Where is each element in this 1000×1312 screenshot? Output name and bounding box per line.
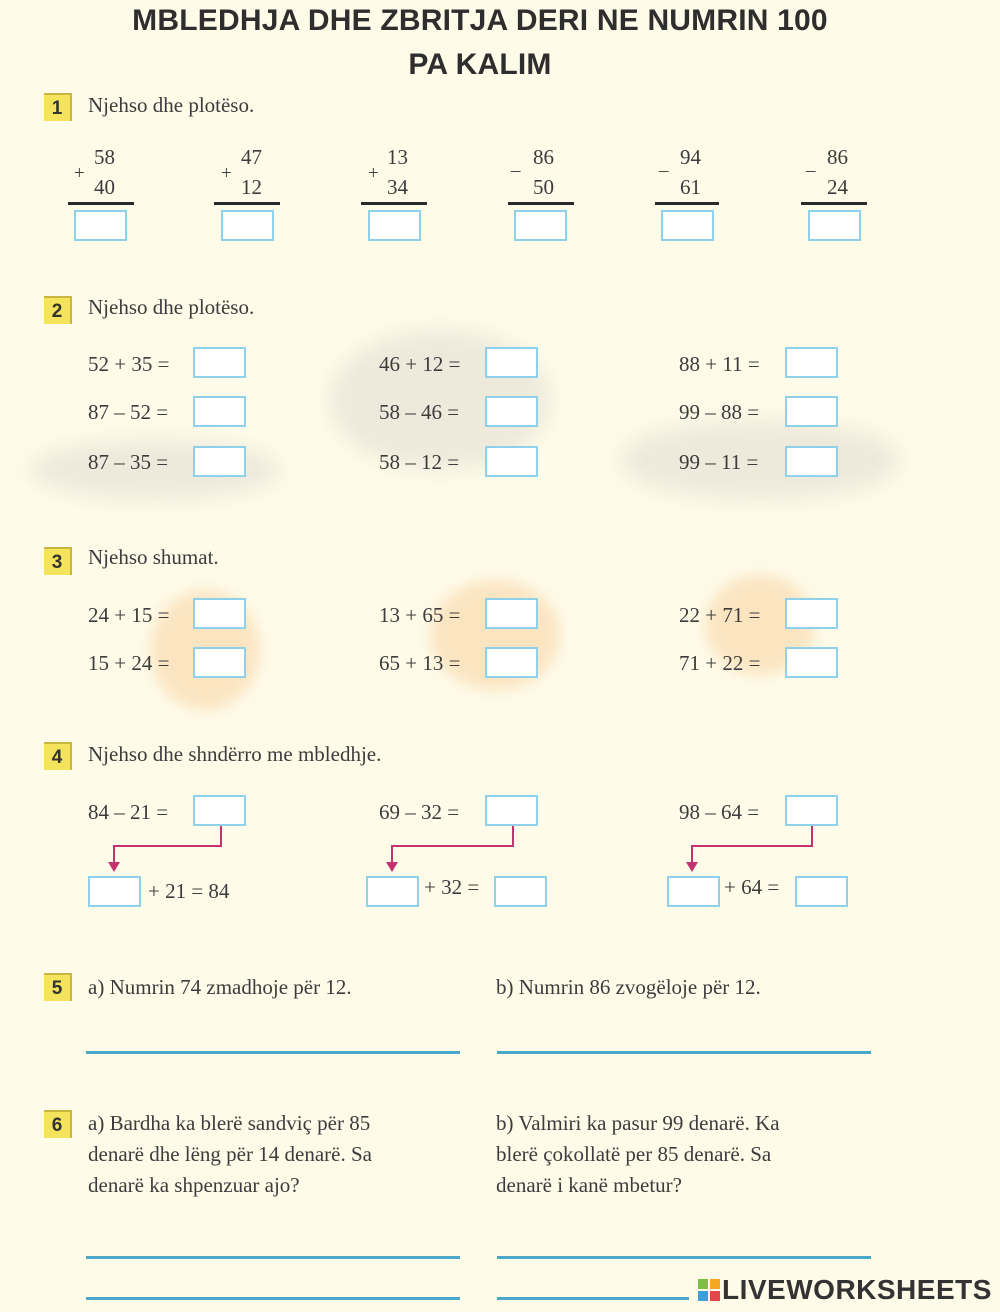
plus-sign: + [368,163,379,184]
exercise-3-badge: 3 [44,547,72,575]
answer-line[interactable] [497,1297,689,1300]
connector-line [391,845,514,847]
answer-box[interactable] [494,876,547,907]
equation: 58 – 46 = [379,400,460,424]
equation: 58 – 12 = [379,450,460,474]
answer-line[interactable] [86,1256,460,1259]
answer-box[interactable] [74,210,127,241]
answer-box[interactable] [785,396,838,427]
answer-box[interactable] [785,347,838,378]
exercise-5a-text: a) Numrin 74 zmadhoje për 12. [88,975,352,999]
answer-box[interactable] [785,446,838,477]
answer-box[interactable] [193,598,246,629]
answer-box[interactable] [485,446,538,477]
ex1-top-number: 86 [827,145,848,169]
liveworksheets-logo-icon [698,1279,720,1301]
text-line: denarë ka shpenzuar ajo? [88,1173,300,1197]
exercise-5-badge: 5 [44,973,72,1001]
equation: 22 + 71 = [679,603,761,627]
exercise-4-badge: 4 [44,742,72,770]
text-line: denarë dhe lëng për 14 denarë. Sa [88,1142,372,1166]
liveworksheets-watermark: LIVEWORKSHEETS [722,1274,992,1305]
answer-box[interactable] [193,347,246,378]
answer-box[interactable] [785,795,838,826]
answer-box[interactable] [193,795,246,826]
answer-box[interactable] [485,396,538,427]
answer-box[interactable] [221,210,274,241]
ex1-bottom-number: 40 [94,175,115,199]
minus-sign: – [806,160,816,181]
equation: 99 – 88 = [679,400,760,424]
equation: 15 + 24 = [88,651,170,675]
answer-line[interactable] [497,1256,871,1259]
page-title: MBLEDHJA DHE ZBRITJA DERI NE NUMRIN 100 [132,4,828,37]
answer-box[interactable] [193,396,246,427]
equation: 69 – 32 = [379,800,460,824]
minus-sign: – [511,160,521,181]
answer-box[interactable] [661,210,714,241]
connector-line [391,845,393,863]
answer-box[interactable] [795,876,848,907]
equation: 24 + 15 = [88,603,170,627]
ex1-bottom-number: 24 [827,175,848,199]
exercise-6b-text [496,1108,780,1201]
down-arrow-icon [686,862,698,872]
exercise-2-badge: 2 [44,296,72,324]
text-line: blerë çokollatë per 85 denarë. Sa [496,1142,772,1166]
equation: 99 – 11 = [679,450,759,474]
down-arrow-icon [386,862,398,872]
plus-sign: + [221,163,232,184]
exercise-4-instruction: Njehso dhe shndërro me mbledhje. [88,742,382,766]
equation: 88 + 11 = [679,352,760,376]
answer-box[interactable] [88,876,141,907]
page-subtitle: PA KALIM [408,48,552,81]
answer-line[interactable] [86,1297,460,1300]
connector-line [811,826,813,846]
equation: 65 + 13 = [379,651,461,675]
equation: 98 – 64 = [679,800,760,824]
ex1-top-number: 86 [533,145,554,169]
difference-line [655,202,719,205]
sum-line [361,202,427,205]
equation: + 32 = [424,875,480,899]
ex1-bottom-number: 34 [387,175,408,199]
connector-line [691,845,813,847]
equation: 13 + 65 = [379,603,461,627]
answer-box[interactable] [485,647,538,678]
connector-line [512,826,514,846]
exercise-1-badge: 1 [44,93,72,121]
exercise-5b-text: b) Numrin 86 zvogëloje për 12. [496,975,761,999]
answer-box[interactable] [366,876,419,907]
minus-sign: – [659,160,669,181]
answer-box[interactable] [485,598,538,629]
equation: + 64 = [724,875,780,899]
text-line: denarë i kanë mbetur? [496,1173,682,1197]
answer-box[interactable] [514,210,567,241]
connector-line [113,845,115,863]
equation: 84 – 21 = [88,800,169,824]
text-line: a) Bardha ka blerë sandviç për 85 [88,1111,371,1135]
answer-box[interactable] [667,876,720,907]
cloud-decoration [620,420,900,500]
ex1-top-number: 47 [241,145,262,169]
answer-box[interactable] [368,210,421,241]
text-line: b) Valmiri ka pasur 99 denarë. Ka [496,1111,780,1135]
ex1-top-number: 94 [680,145,701,169]
answer-box[interactable] [485,347,538,378]
answer-box[interactable] [485,795,538,826]
down-arrow-icon [108,862,120,872]
ex1-top-number: 13 [387,145,408,169]
ex1-bottom-number: 12 [241,175,262,199]
difference-line [801,202,867,205]
exercise-1-instruction: Njehso dhe plotëso. [88,93,255,117]
answer-box[interactable] [193,446,246,477]
difference-line [508,202,574,205]
connector-line [691,845,693,863]
equation: 52 + 35 = [88,352,170,376]
connector-line [113,845,222,847]
equation: 46 + 12 = [379,352,461,376]
ex1-top-number: 58 [94,145,115,169]
exercise-3-instruction: Njehso shumat. [88,545,219,569]
answer-line[interactable] [86,1051,460,1054]
ex1-bottom-number: 50 [533,175,554,199]
equation: + 21 = 84 [148,879,230,903]
equation: 87 – 35 = [88,450,169,474]
answer-box[interactable] [193,647,246,678]
plus-sign: + [74,163,85,184]
exercise-6-badge: 6 [44,1110,72,1138]
sum-line [214,202,280,205]
sum-line [68,202,134,205]
answer-box[interactable] [808,210,861,241]
answer-line[interactable] [497,1051,871,1054]
exercise-6a-text [88,1108,372,1201]
equation: 87 – 52 = [88,400,169,424]
answer-box[interactable] [785,647,838,678]
equation: 71 + 22 = [679,651,761,675]
exercise-2-instruction: Njehso dhe plotëso. [88,295,255,319]
connector-line [220,826,222,846]
ex1-bottom-number: 61 [680,175,701,199]
answer-box[interactable] [785,598,838,629]
